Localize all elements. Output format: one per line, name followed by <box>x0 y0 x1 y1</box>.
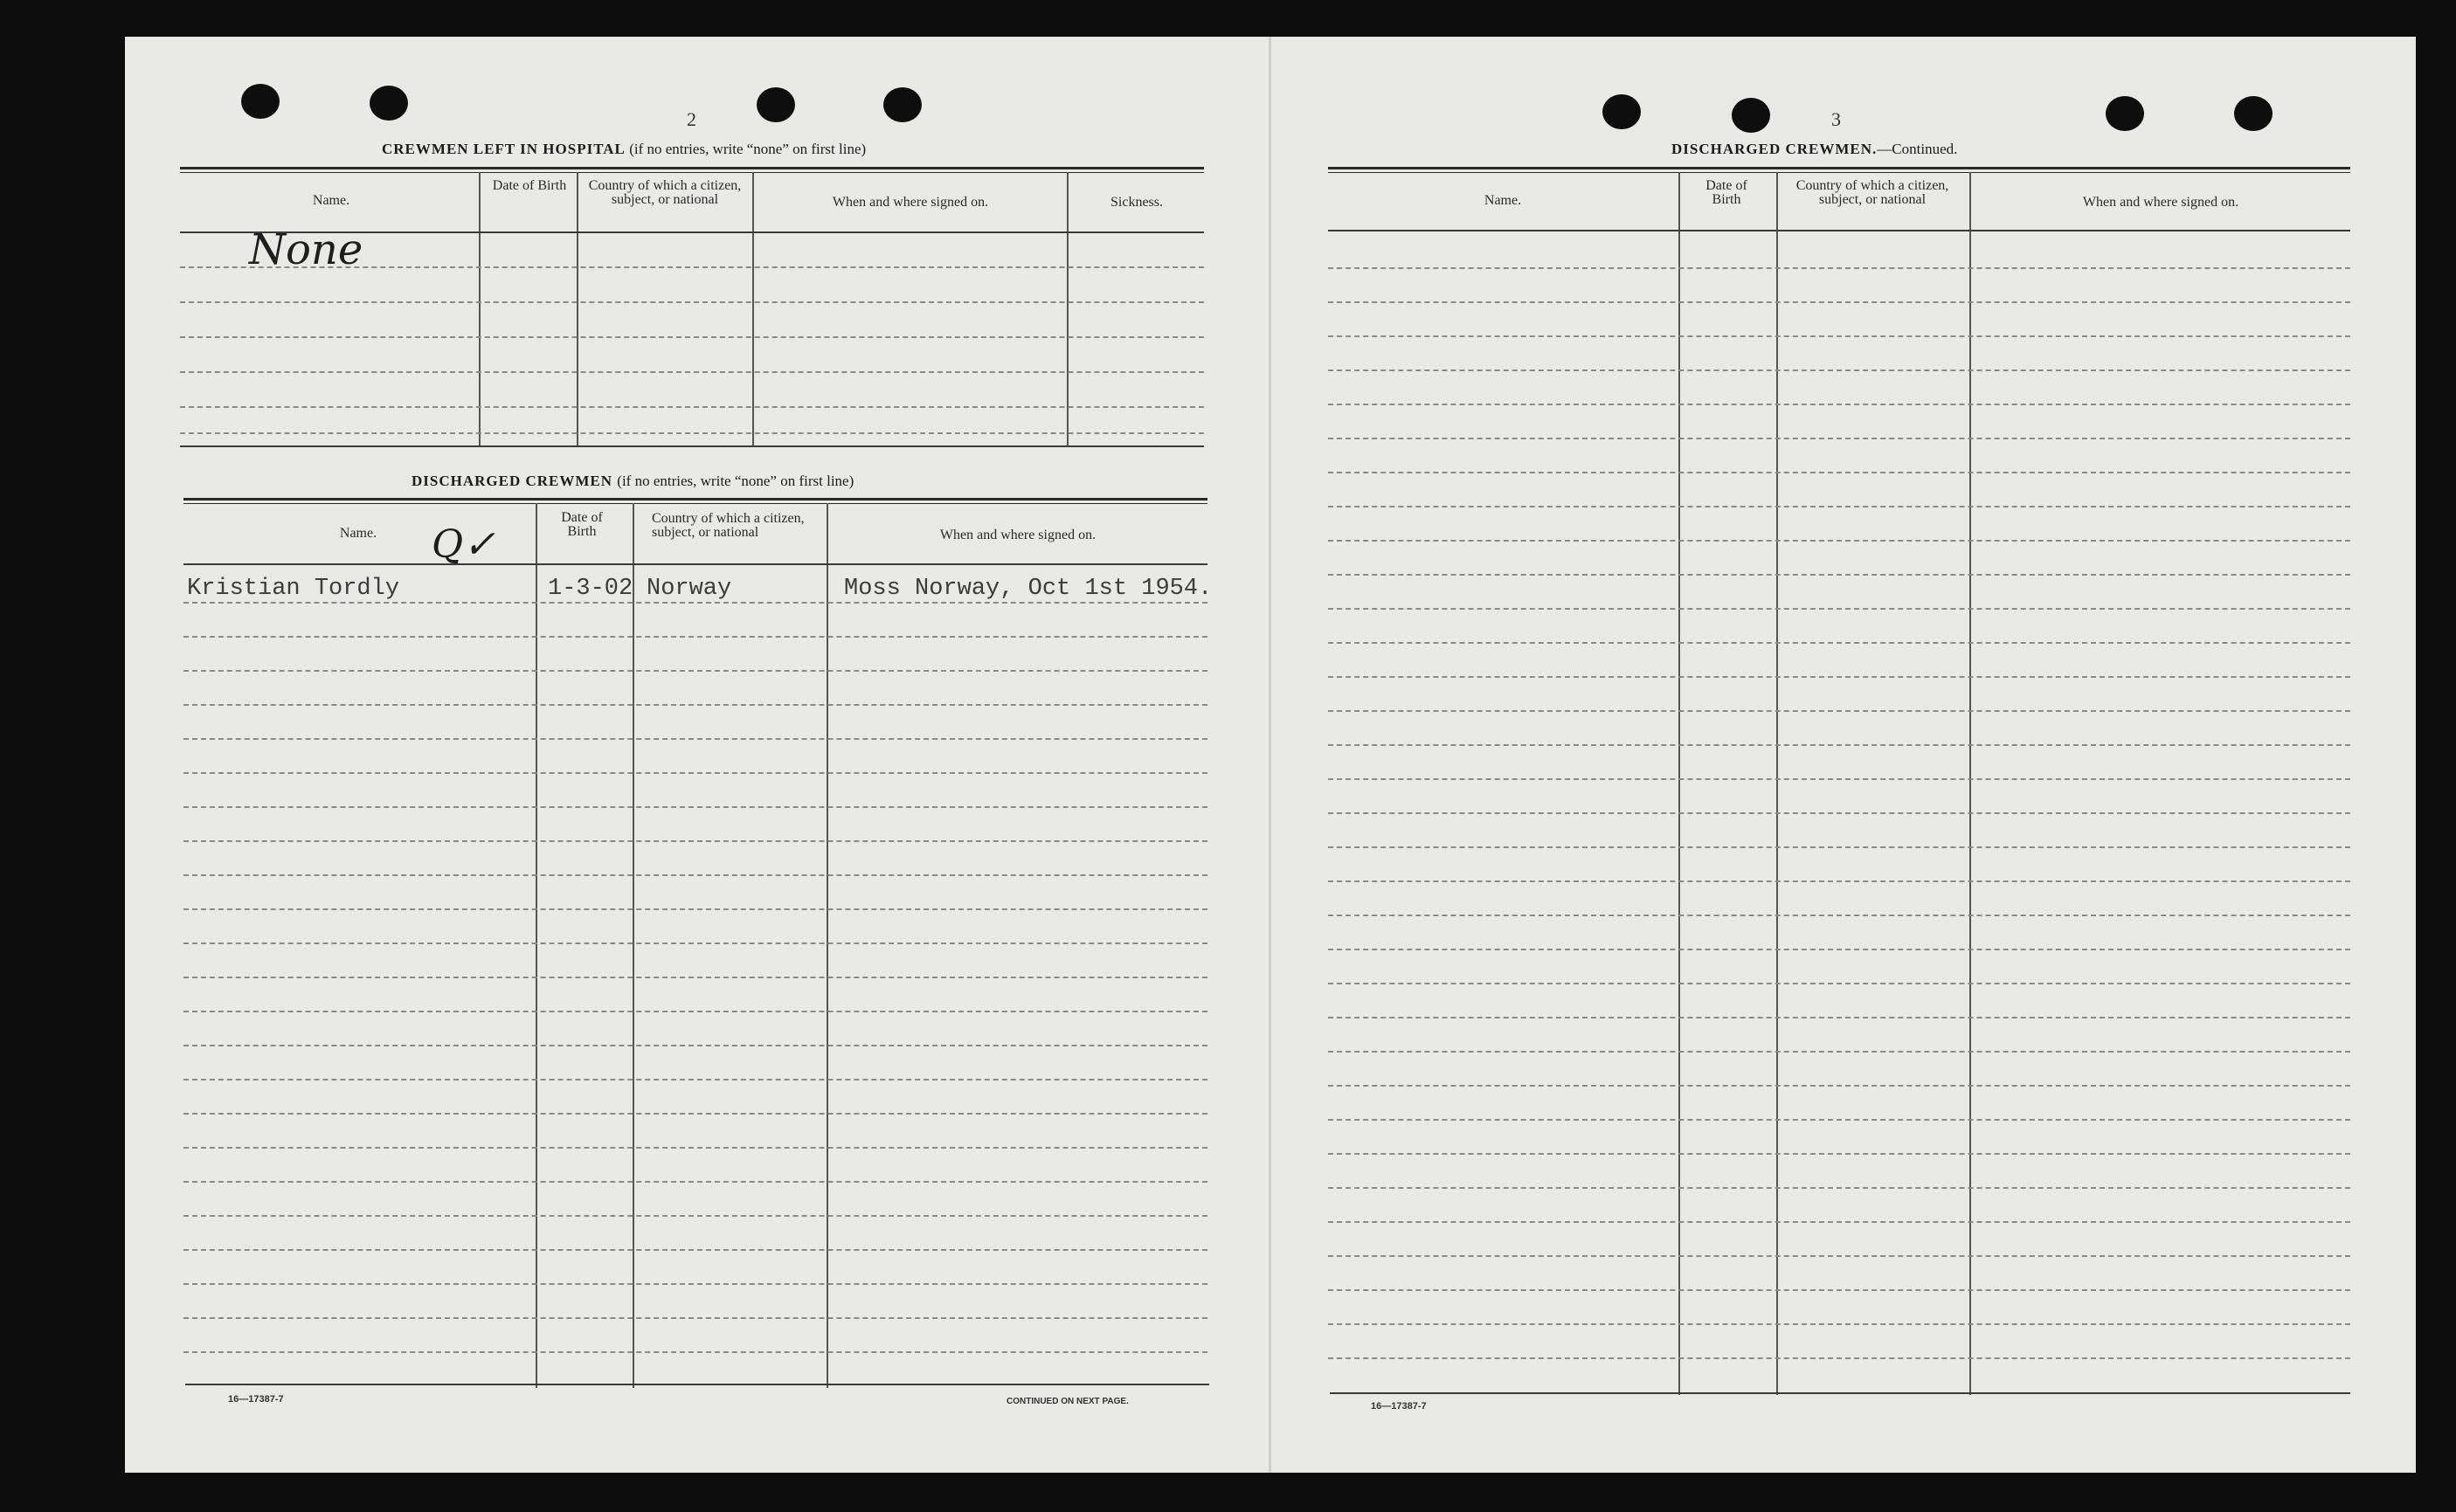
column-divider <box>1776 172 1778 1395</box>
hospital-title: CREWMEN LEFT IN HOSPITAL <box>382 141 625 157</box>
entry-line <box>1328 438 2350 439</box>
hospital-col-country: Country of which a citizen, subject, or national <box>588 178 742 207</box>
page-fold <box>1269 37 1271 1473</box>
discharged-col-birth: Date of Birth <box>561 510 603 539</box>
form-number-left: 16—17387-7 <box>228 1394 284 1405</box>
hospital-instruction: (if no entries, write “none” on first line) <box>629 141 867 157</box>
right-col-country: Country of which a citizen, subject, or national <box>1795 178 1949 207</box>
right-title <box>1671 141 1957 158</box>
hospital-bottom-rule <box>180 445 1204 447</box>
entry-line <box>180 432 1204 434</box>
right-title-suffix: —Continued. <box>1877 141 1958 157</box>
entry-line <box>1328 1221 2350 1223</box>
punch-hole <box>883 87 922 122</box>
entry-line <box>1328 983 2350 984</box>
entry-line <box>1328 710 2350 712</box>
page-number-right: 3 <box>1831 108 1841 130</box>
entry-line <box>1328 506 2350 507</box>
crewman-name: Kristian Tordly <box>187 576 400 602</box>
right-title-text: DISCHARGED CREWMEN. <box>1671 141 1878 157</box>
entry-line <box>1328 880 2350 882</box>
entry-line <box>183 1283 1207 1285</box>
entry-line <box>1328 574 2350 576</box>
entry-line <box>180 301 1204 303</box>
punch-hole <box>2234 96 2273 131</box>
entry-line <box>1328 1119 2350 1121</box>
hospital-entry-none: None <box>249 225 363 274</box>
continued-note: CONTINUED ON NEXT PAGE. <box>1007 1397 1129 1406</box>
entry-line <box>1328 335 2350 337</box>
punch-hole <box>2106 96 2144 131</box>
hospital-col-name: Name. <box>312 193 350 208</box>
entry-line <box>183 1351 1207 1353</box>
entry-line <box>183 636 1207 638</box>
entry-line <box>1328 1051 2350 1053</box>
hospital-col-birth: Date of Birth <box>492 178 567 193</box>
entry-line <box>1328 540 2350 542</box>
entry-line <box>183 840 1207 842</box>
entry-line <box>183 1317 1207 1319</box>
entry-line <box>1328 1187 2350 1189</box>
punch-hole <box>241 84 280 119</box>
entry-line <box>1328 404 2350 405</box>
hospital-top-rule <box>180 167 1204 169</box>
entry-line <box>183 602 1207 604</box>
entry-line <box>1328 915 2350 916</box>
right-bottom-rule <box>1330 1392 2350 1394</box>
entry-line <box>183 1147 1207 1149</box>
entry-line <box>1328 608 2350 610</box>
entry-line <box>183 977 1207 978</box>
entry-line <box>1328 1323 2350 1325</box>
discharged-col-country: Country of which a citizen, subject, or national <box>652 511 805 540</box>
punch-hole <box>1732 98 1770 133</box>
header-underline <box>183 563 1207 565</box>
entry-line <box>183 942 1207 944</box>
entry-line <box>1328 642 2350 644</box>
entry-line <box>183 738 1207 740</box>
entry-line <box>1328 744 2350 746</box>
header-underline <box>1328 230 2350 231</box>
discharged-title: DISCHARGED CREWMEN <box>412 473 613 489</box>
column-divider <box>1678 172 1680 1395</box>
discharged-col-name: Name. <box>339 526 377 541</box>
punch-hole <box>757 87 795 122</box>
punch-hole <box>370 86 408 121</box>
entry-line <box>1328 778 2350 780</box>
entry-line <box>1328 1289 2350 1291</box>
right-col-signed: When and where signed on. <box>2082 195 2239 210</box>
discharged-top-rule-thin <box>183 503 1207 504</box>
column-divider <box>1969 172 1971 1395</box>
entry-line <box>1328 846 2350 848</box>
entry-line <box>1328 301 2350 303</box>
entry-line <box>1328 267 2350 269</box>
hospital-col-sickness: Sickness. <box>1110 195 1163 210</box>
entry-line <box>183 1113 1207 1115</box>
entry-line <box>1328 1085 2350 1087</box>
right-col-name: Name. <box>1484 193 1522 208</box>
discharged-col-signed: When and where signed on. <box>939 528 1097 542</box>
entry-line <box>183 1079 1207 1080</box>
entry-line <box>1328 472 2350 473</box>
crewman-birth: 1-3-02 <box>548 576 633 602</box>
punch-hole <box>1602 94 1641 129</box>
page-number-left: 2 <box>687 108 696 130</box>
entry-line <box>183 670 1207 672</box>
entry-line <box>180 371 1204 373</box>
hospital-section-title <box>382 141 866 158</box>
right-top-rule <box>1328 167 2350 169</box>
discharged-top-rule <box>183 498 1207 501</box>
form-number-right: 16—17387-7 <box>1371 1401 1427 1412</box>
entry-line <box>183 1181 1207 1183</box>
entry-line <box>1328 812 2350 814</box>
entry-line <box>183 1011 1207 1012</box>
entry-line <box>1328 369 2350 371</box>
entry-line <box>1328 1357 2350 1359</box>
entry-line <box>1328 1017 2350 1018</box>
entry-line <box>180 336 1204 338</box>
crewman-country: Norway <box>647 576 732 602</box>
entry-line <box>183 908 1207 910</box>
handwritten-check: Q✓ <box>432 522 495 567</box>
entry-line <box>1328 676 2350 678</box>
entry-line <box>1328 1255 2350 1257</box>
discharged-bottom-rule <box>185 1384 1209 1385</box>
hospital-top-rule-thin <box>180 172 1204 173</box>
entry-line <box>183 806 1207 808</box>
entry-line <box>183 874 1207 876</box>
right-col-birth: Date of Birth <box>1705 178 1747 207</box>
discharged-section-title <box>412 473 854 490</box>
entry-line <box>183 1249 1207 1251</box>
entry-line <box>183 1215 1207 1217</box>
entry-line <box>1328 1153 2350 1155</box>
discharged-instruction: (if no entries, write “none” on first line) <box>617 473 854 489</box>
entry-line <box>1328 949 2350 950</box>
entry-line <box>183 1045 1207 1046</box>
right-top-rule-thin <box>1328 172 2350 173</box>
hospital-col-signed: When and where signed on. <box>832 195 989 210</box>
entry-line <box>183 772 1207 774</box>
crewman-signed-on: Moss Norway, Oct 1st 1954. <box>844 576 1213 602</box>
entry-line <box>180 406 1204 408</box>
entry-line <box>183 704 1207 706</box>
